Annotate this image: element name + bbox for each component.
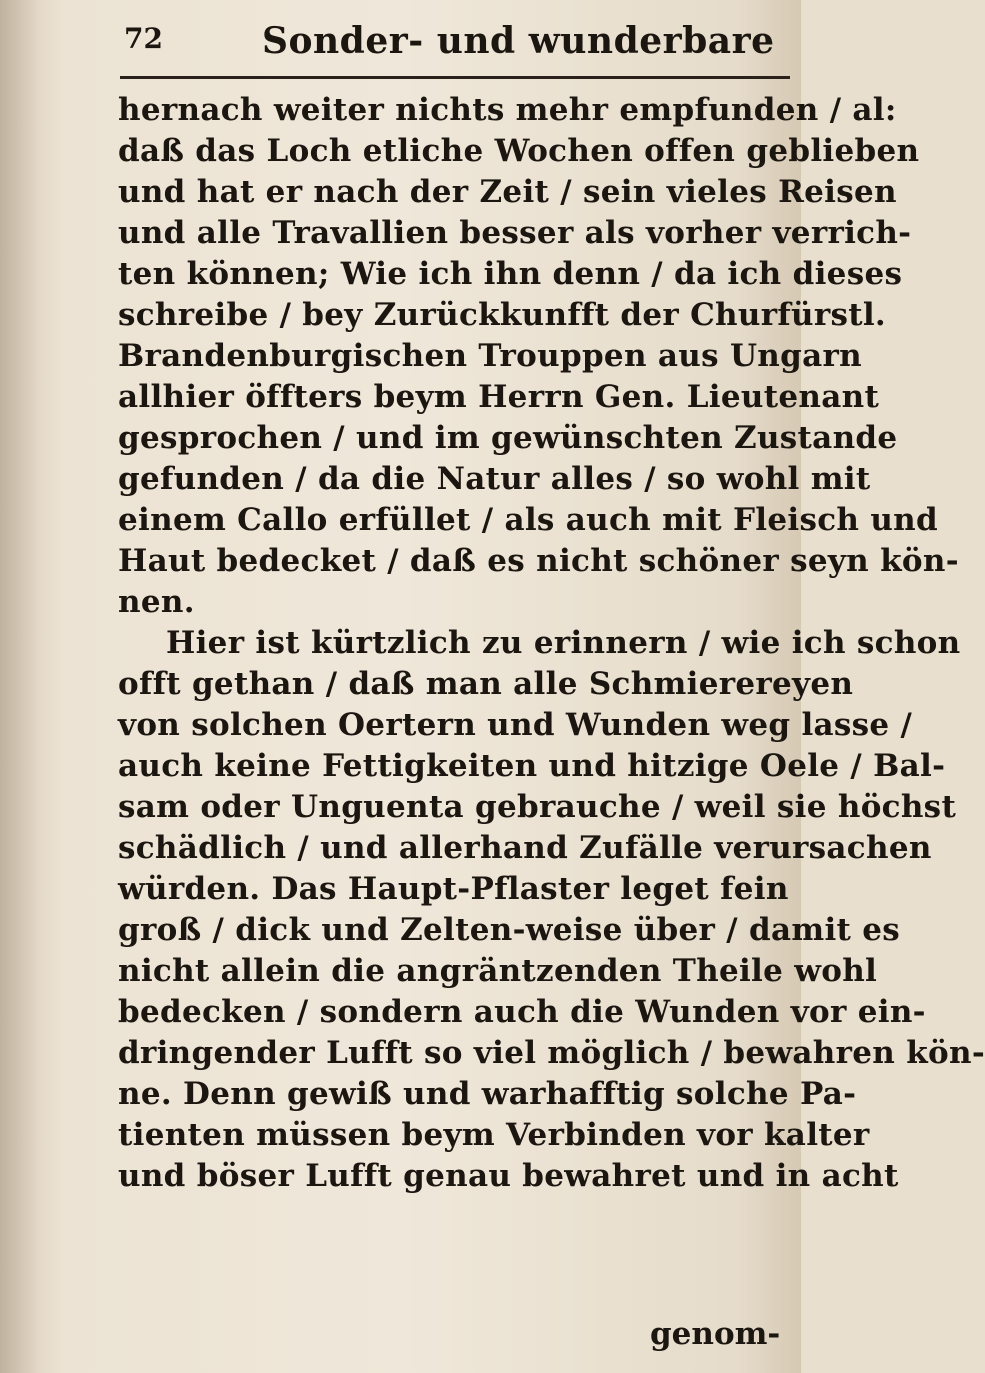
- body-text: [118, 90, 985, 1197]
- text-line: ten können; Wie ich ihn denn / da ich dieses: [118, 256, 903, 292]
- text-line: offt gethan / daß man alle Schmierereyen: [118, 666, 854, 702]
- page-header: [110, 14, 790, 78]
- text-line: ne. Denn gewiß und warhafftig solche Pa-: [118, 1076, 857, 1112]
- text-line: und böser Lufft genau bewahret und in acht: [118, 1158, 899, 1194]
- text-line: groß / dick und Zelten-weise über / damit es: [118, 912, 901, 948]
- text-line: nicht allein die angräntzenden Theile wohl: [118, 953, 878, 989]
- catchword: genom-: [650, 1316, 781, 1352]
- text-line: sam oder Unguenta gebrauche / weil sie höchst: [118, 789, 957, 825]
- text-line: bedecken / sondern auch die Wunden vor ein-: [118, 994, 926, 1030]
- text-line: und alle Travallien besser als vorher verrich-: [118, 215, 912, 251]
- text-line: und hat er nach der Zeit / sein vieles Reisen: [118, 174, 897, 210]
- running-head: Sonder- und wunderbare: [262, 20, 775, 62]
- text-line: gesprochen / und im gewünschten Zustande: [118, 420, 898, 456]
- text-line: tienten müssen beym Verbinden vor kalter: [118, 1117, 870, 1153]
- text-line: schädlich / und allerhand Zufälle verursachen: [118, 830, 932, 866]
- text-line: hernach weiter nichts mehr empfunden / al:: [118, 92, 897, 128]
- text-line: von solchen Oertern und Wunden weg lasse /: [118, 707, 913, 743]
- page-number: 72: [124, 22, 163, 55]
- text-line: allhier öffters beym Herrn Gen. Lieutenant: [118, 379, 880, 415]
- paragraph-first-line: Hier ist kürtzlich zu erinnern / wie ich schon: [166, 625, 961, 661]
- text-line: gefunden / da die Natur alles / so wohl mit: [118, 461, 871, 497]
- text-line: würden. Das Haupt-Pflaster leget fein: [118, 871, 789, 907]
- gutter-shadow: [0, 0, 40, 1373]
- text-line: einem Callo erfüllet / als auch mit Fleisch und: [118, 502, 938, 538]
- text-line: schreibe / bey Zurückkunfft der Churfürstl.: [118, 297, 886, 333]
- header-rule: [120, 76, 790, 79]
- text-line: nen.: [118, 584, 195, 620]
- text-line: Haut bedecket / daß es nicht schöner seyn kön-: [118, 543, 959, 579]
- text-line: daß das Loch etliche Wochen offen geblieben: [118, 133, 920, 169]
- text-line: Brandenburgischen Trouppen aus Ungarn: [118, 338, 862, 374]
- text-line: dringender Lufft so viel möglich / bewahren kön-: [118, 1035, 985, 1071]
- text-line: auch keine Fettigkeiten und hitzige Oele / Bal-: [118, 748, 946, 784]
